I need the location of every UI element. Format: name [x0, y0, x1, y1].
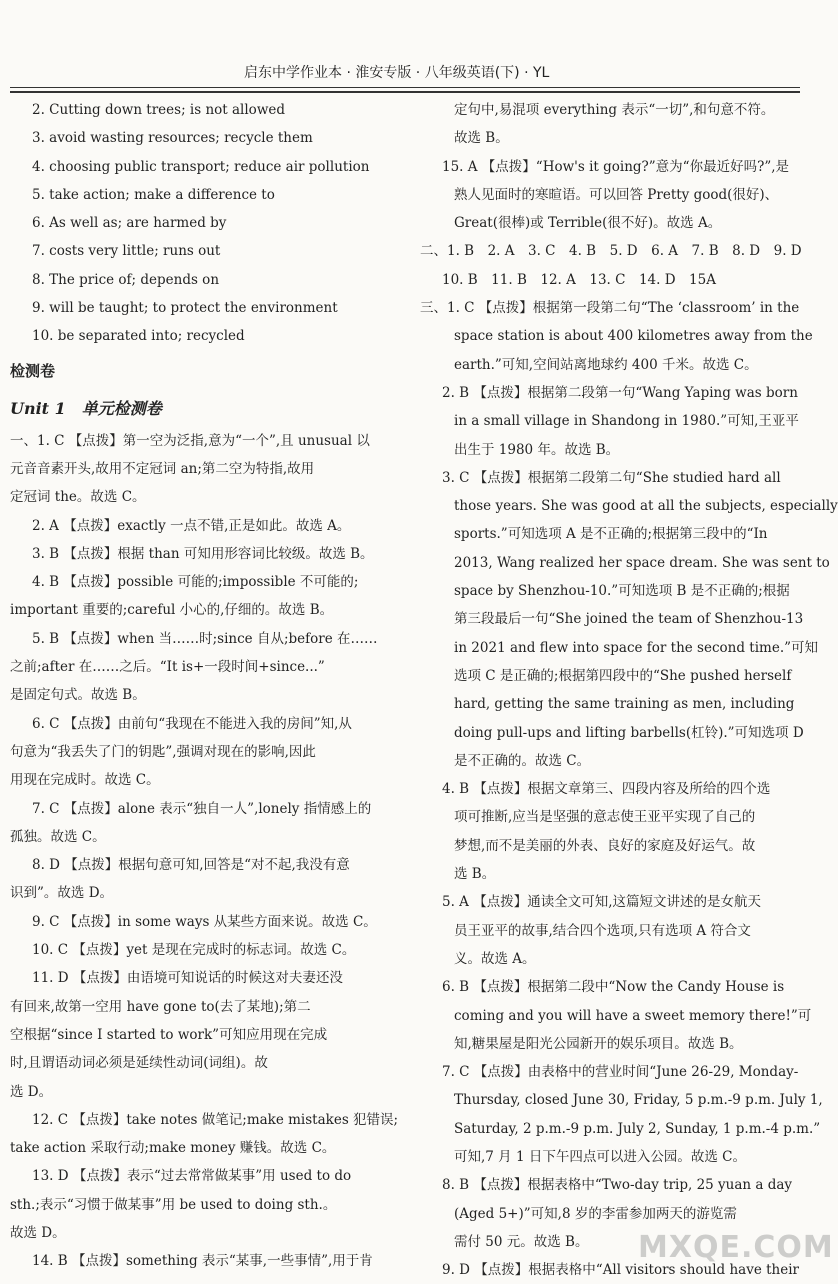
text-line: take action 采取行动;make money 赚钱。故选 C。 — [10, 1140, 336, 1157]
text-line: 13. D 【点拨】表示“过去常常做某事”用 used to do — [32, 1168, 352, 1185]
left-column — [10, 96, 399, 1276]
text-line: 11. D 【点拨】由语境可知说话的时候这对夫妻还没 — [32, 970, 343, 987]
text-line: 10. C 【点拨】yet 是现在完成时的标志词。故选 C。 — [32, 942, 356, 959]
text-line: 出生于 1980 年。故选 B。 — [454, 441, 620, 458]
text-line: 员王亚平的故事,结合四个选项,只有选项 A 符合文 — [454, 922, 751, 939]
text-line: 是不正确的。故选 C。 — [454, 752, 591, 769]
text-line: in 2021 and flew into space for the second time.”可知 — [454, 639, 819, 656]
text-line: 是固定句式。故选 B。 — [10, 687, 146, 704]
text-line: 故选 B。 — [454, 130, 509, 147]
text-line: earth.”可知,空间站离地球约 400 千米。故选 C。 — [454, 356, 758, 373]
text-line: 元音音素开头,故用不定冠词 an;第二空为特指,故用 — [10, 460, 315, 477]
text-line: 定冠词 the。故选 C。 — [10, 489, 146, 506]
text-line: 3. avoid wasting resources; recycle them — [32, 130, 313, 147]
text-line: 4. B 【点拨】possible 可能的;impossible 不可能的; — [32, 574, 359, 591]
text-line: 7. costs very little; runs out — [32, 243, 221, 260]
text-line: 2. A 【点拨】exactly 一点不错,正是如此。故选 A。 — [32, 517, 351, 534]
text-line: 4. choosing public transport; reduce air pollution — [32, 158, 370, 175]
text-line: 有回来,故第一空用 have gone to(去了某地);第二 — [10, 998, 311, 1015]
text-line: 熟人见面时的寒暄语。可以回答 Pretty good(很好)、 — [454, 186, 779, 203]
page-header — [0, 62, 810, 84]
text-line: 二、1. B 2. A 3. C 4. B 5. D 6. A 7. B 8. D 9. D — [420, 243, 802, 260]
text-line: 3. C 【点拨】根据第二段第二句“She studied hard all — [442, 469, 781, 486]
text-line: Thursday, closed June 30, Friday, 5 p.m.-9 p.m. July 1, — [454, 1092, 823, 1109]
text-line: 梦想,而不是美丽的外表、良好的家庭及好运气。故 — [454, 837, 756, 854]
text-line: Great(很棒)或 Terrible(很不好)。故选 A。 — [454, 215, 722, 232]
text-line: 项可推断,应当是坚强的意志使王亚平实现了自己的 — [454, 809, 756, 826]
text-line: 8. The price of; depends on — [32, 271, 220, 288]
text-line: coming and you will have a sweet memory there!”可 — [454, 1007, 812, 1024]
header-title: 启东中学作业本 · 淮安专版 · 八年级英语(下) · YL — [244, 65, 550, 81]
text-line: 9. will be taught; to protect the environment — [32, 300, 338, 317]
text-line: 10. B 11. B 12. A 13. C 14. D 15A — [442, 271, 716, 288]
right-column — [420, 96, 838, 1284]
text-line: space by Shenzhou-10.”可知选项 B 是不正确的;根据 — [454, 583, 790, 600]
text-line: Saturday, 2 p.m.-9 p.m. July 2, Sunday, 1 p.m.-4 p.m.” — [454, 1120, 821, 1137]
text-line: 一、1. C 【点拨】第一空为泛指,意为“一个”,且 unusual 以 — [10, 432, 370, 449]
text-line: 定句中,易混项 everything 表示“一切”,和句意不符。 — [454, 102, 775, 118]
text-line: hard, getting the same training as men, including — [454, 696, 795, 713]
text-line: 空根据“since I started to work”可知应用现在完成 — [10, 1026, 328, 1043]
text-line: 15. A 【点拨】“How's it going?”意为“你最近好吗?”,是 — [442, 158, 790, 175]
text-line: 4. B 【点拨】根据文章第三、四段内容及所给的四个选 — [442, 781, 771, 798]
header-rule-thick — [10, 91, 800, 93]
text-line: doing pull-ups and lifting barbells(杠铃).”可知选项 D — [454, 724, 804, 741]
text-line: 选 B。 — [454, 866, 496, 883]
text-line: 8. B 【点拨】根据表格中“Two-day trip, 25 yuan a day — [442, 1177, 793, 1194]
text-line: 第三段最后一句“She joined the team of Shenzhou-13 — [454, 611, 804, 628]
text-line: 8. D 【点拨】根据句意可知,回答是“对不起,我没有意 — [32, 857, 350, 874]
text-line: 选项 C 是正确的;根据第四段中的“She pushed herself — [454, 667, 792, 684]
text-line: 9. D 【点拨】根据表格中“All visitors should have their — [442, 1262, 800, 1279]
text-line: sth.;表示“习惯于做某事”用 be used to doing sth.。 — [10, 1196, 337, 1213]
text-line: 2013, Wang realized her space dream. She was sent to — [454, 554, 830, 571]
text-line: 时,且谓语动词必须是延续性动词(词组)。故 — [10, 1055, 268, 1072]
text-line: 识到”。故选 D。 — [10, 885, 114, 902]
watermark-logo: MXQE.COM — [638, 1230, 834, 1265]
text-line: in a small village in Shandong in 1980.”可知,王亚平 — [454, 413, 799, 430]
text-line: 用现在完成时。故选 C。 — [10, 772, 160, 789]
text-line: 2. B 【点拨】根据第二段第一句“Wang Yaping was born — [442, 384, 798, 401]
text-line: sports.”可知选项 A 是不正确的;根据第三段中的“In — [454, 526, 768, 543]
text-line: 5. A 【点拨】通读全文可知,这篇短文讲述的是女航天 — [442, 894, 762, 911]
text-line: 5. take action; make a difference to — [32, 186, 275, 203]
text-line: 6. B 【点拨】根据第二段中“Now the Candy House is — [442, 979, 785, 996]
text-line: 6. As well as; are harmed by — [32, 215, 227, 232]
unit-heading: Unit 1 单元检测卷 — [10, 398, 162, 418]
text-line: 9. C 【点拨】in some ways 从某些方面来说。故选 C。 — [32, 913, 377, 930]
text-line: (Aged 5+)”可知,8 岁的李雷参加两天的游览需 — [454, 1205, 737, 1222]
text-line: 7. C 【点拨】alone 表示“独自一人”,lonely 指情感上的 — [32, 800, 372, 817]
text-line: important 重要的;careful 小心的,仔细的。故选 B。 — [10, 602, 334, 619]
text-line: 之前;after 在……之后。“It is+一段时间+since...” — [10, 659, 325, 676]
text-line: 5. B 【点拨】when 当……时;since 自从;before 在…… — [32, 630, 378, 647]
text-line: 需付 50 元。故选 B。 — [454, 1233, 589, 1250]
text-line: 孤独。故选 C。 — [10, 828, 106, 845]
header-rule — [10, 87, 800, 88]
text-line: 句意为“我丢失了门的钥匙”,强调对现在的影响,因此 — [10, 743, 316, 760]
text-line: 选 D。 — [10, 1083, 53, 1100]
text-line: 知,糖果屋是阳光公园新开的娱乐项目。故选 B。 — [454, 1035, 743, 1052]
text-line: those years. She was good at all the subjects, especially — [454, 498, 838, 515]
text-line: 12. C 【点拨】take notes 做笔记;make mistakes 犯错误; — [32, 1111, 399, 1128]
text-line: 2. Cutting down trees; is not allowed — [32, 102, 285, 118]
text-line: 义。故选 A。 — [454, 950, 536, 967]
text-line: 14. B 【点拨】something 表示“某事,一些事情”,用于肯 — [32, 1253, 373, 1270]
text-line: 7. C 【点拨】由表格中的营业时间“June 26-29, Monday- — [442, 1064, 799, 1081]
text-line: space station is about 400 kilometres away from the — [454, 328, 813, 345]
text-line: 故选 D。 — [10, 1224, 66, 1241]
text-line: 3. B 【点拨】根据 than 可知用形容词比较级。故选 B。 — [32, 545, 374, 562]
text-line: 6. C 【点拨】由前句“我现在不能进入我的房间”知,从 — [32, 715, 352, 732]
section-heading: 检测卷 — [10, 361, 56, 380]
text-line: 三、1. C 【点拨】根据第一段第二句“The ‘classroom’ in the — [420, 300, 800, 317]
text-line: 可知,7 月 1 日下午四点可以进入公园。故选 C。 — [454, 1148, 746, 1165]
text-line: 10. be separated into; recycled — [32, 328, 245, 345]
